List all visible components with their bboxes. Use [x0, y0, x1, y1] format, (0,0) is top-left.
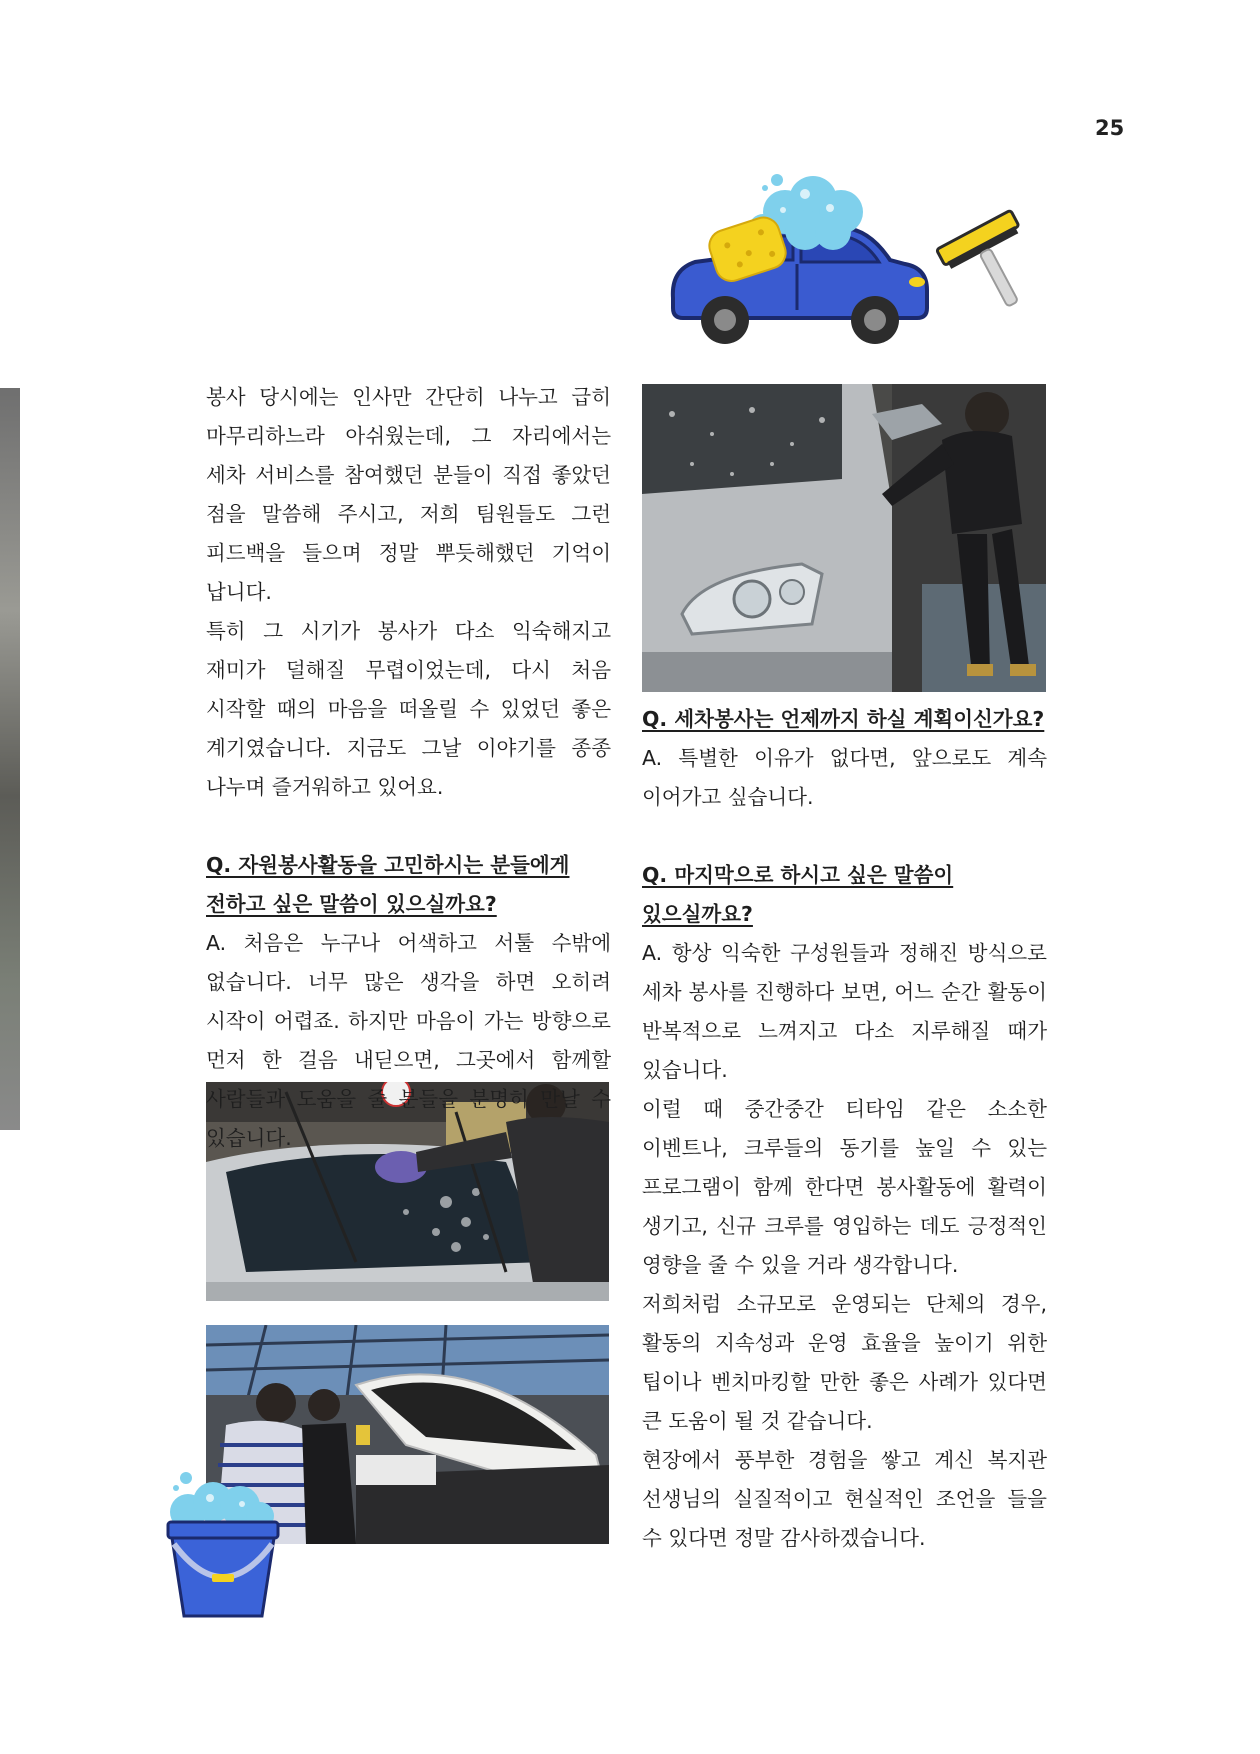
answer-paragraph: 이럴 때 중간중간 티타임 같은 소소한 이벤트나, 크루들의 동기를 높일 수 있는 프로그램이 함께 한다면 봉사활동에 활력이 생기고, 신규 크루를 영입하는 데도 긍정적인 영향을 줄 수 있을 거라 생각합니다. [642, 1097, 1047, 1277]
left-text-column [206, 378, 611, 1158]
answer-paragraph: A. 항상 익숙한 구성원들과 정해진 방식으로 세차 봉사를 진행하다 보면, 어느 순간 활동이 반복적으로 느껴지고 다소 지루해질 때가 있습니다. [642, 941, 1047, 1082]
right-text-column [642, 700, 1047, 1558]
answer-paragraph: 현장에서 풍부한 경험을 쌓고 계신 복지관 선생님의 실질적이고 현실적인 조언을 들을 수 있다면 정말 감사하겠습니다. [642, 1448, 1047, 1550]
left-edge-photo-strip [0, 388, 20, 1130]
question-heading: Q. 마지막으로 하시고 싶은 말씀이 있으실까요? [642, 863, 954, 926]
answer-paragraph: A. 처음은 누구나 어색하고 서툴 수밖에 없습니다. 너무 많은 생각을 하면 오히려 시작이 어렵죠. 하지만 마음이 가는 방향으로 먼저 한 걸음 내딛으면, 그곳에서 함께할 사람들과 도움을 줄 분들을 분명히 만날 수 있습니다. [206, 931, 611, 1150]
photo-car-wash-headlight [642, 384, 1046, 692]
answer-paragraph: A. 특별한 이유가 없다면, 앞으로도 계속 이어가고 싶습니다. [642, 746, 1047, 809]
page-number: 25 [1095, 116, 1125, 140]
answer-paragraph: 저희처럼 소규모로 운영되는 단체의 경우, 활동의 지속성과 운영 효율을 높이기 위한 팁이나 벤치마킹할 만한 좋은 사례가 있다면 큰 도움이 될 것 같습니다. [642, 1292, 1047, 1433]
bucket-illustration [158, 1470, 288, 1620]
question-heading: Q. 세차봉사는 언제까지 하실 계획이신가요? [642, 707, 1045, 731]
body-paragraph: 특히 그 시기가 봉사가 다소 익숙해지고 재미가 덜해질 무렵이었는데, 다시 처음 시작할 때의 마음을 떠올릴 수 있었던 좋은 계기였습니다. 지금도 그날 이야기를 종종 나누며 즐거워하고 있어요. [206, 619, 611, 799]
car-wash-illustration [665, 170, 1025, 350]
body-paragraph: 봉사 당시에는 인사만 간단히 나누고 급히 마무리하느라 아쉬웠는데, 그 자리에서는 세차 서비스를 참여했던 분들이 직접 좋았던 점을 말씀해 주시고, 저희 팀원들도 그런 피드백을 들으며 정말 뿌듯해했던 기억이 납니다. [206, 385, 611, 604]
question-heading: Q. 자원봉사활동을 고민하시는 분들에게 전하고 싶은 말씀이 있으실까요? [206, 853, 570, 916]
